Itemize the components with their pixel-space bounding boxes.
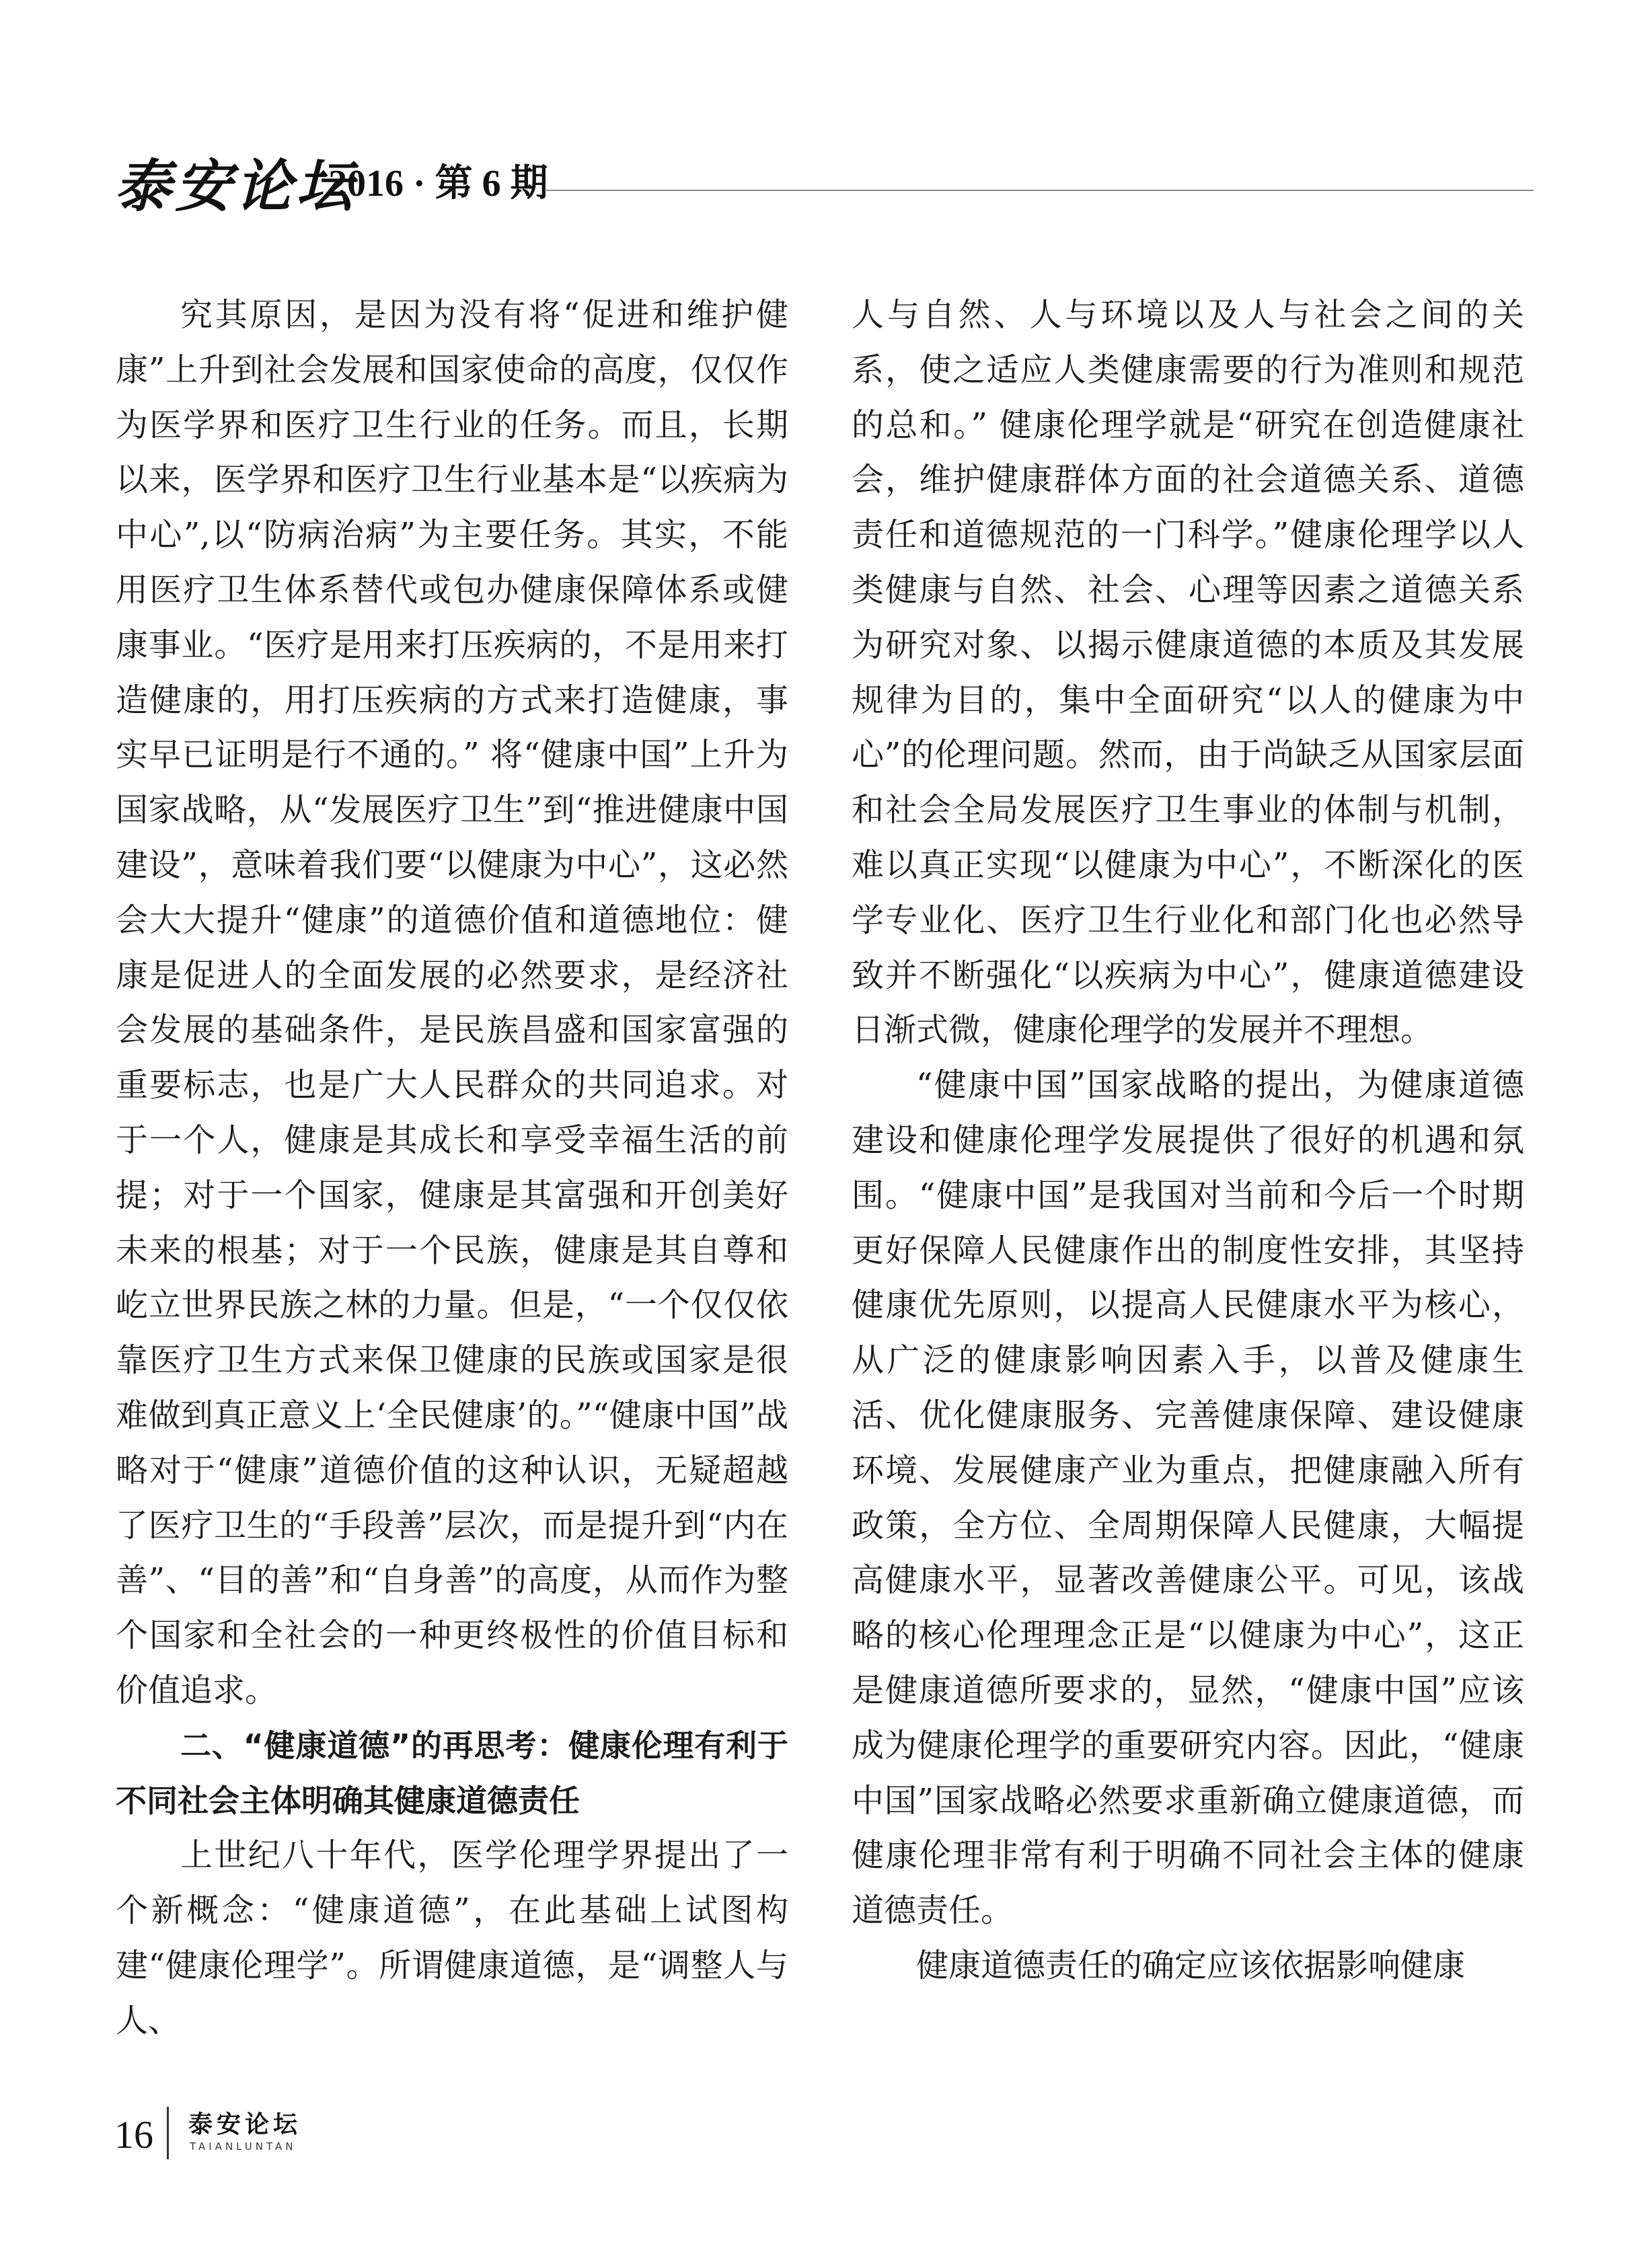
page-header [114, 135, 1534, 219]
paragraph: 上世纪八十年代，医学伦理学界提出了一个新概念：“健康道德”，在此基础上试图构建“健康伦理学”。所谓健康道德，是“调整人与人、 [116, 1836, 788, 2040]
issue-info: 2016 · 第 6 期 [328, 163, 548, 204]
page-footer [114, 2105, 518, 2179]
paragraph: 究其原因，是因为没有将“促进和维护健康”上升到社会发展和国家使命的高度，仅仅作为医学界和医疗卫生行业的任务。而且，长期以来，医学界和医疗卫生行业基本是“以疾病为中心”,以“防病治病”为主要任务。其实，不能用医疗卫生体系替代或包办健康保障体系或健康事业。“医疗是用来打压疾病的，不是用来打造健康的，用打压疾病的方式来打造健康，事实早已证明是行不通的。” 将“健康中国”上升为国家战略，从“发展医疗卫生”到“推进健康中国建设”，意味着我们要“以健康为中心”，这必然会大大提升“健康”的道德价值和道德地位：健康是促进人的全面发展的必然要求，是经济社会发展的基础条件，是民族昌盛和国家富强的重要标志，也是广大人民群众的共同追求。对于一个人，健康是其成长和享受幸福生活的前提；对于一个国家，健康是其富强和开创美好未来的根基；对于一个民族，健康是其自尊和屹立世界民族之林的力量。但是，“一个仅仅依靠医疗卫生方式来保卫健康的民族或国家是很难做到真正意义上‘全民健康’的。”“健康中国”战略对于“健康”道德价值的这种认识，无疑超越了医疗卫生的“手段善”层次，而是提升到“内在善”、“目的善”和“自身善”的高度，从而作为整个国家和全社会的一种更终极性的价值目标和价值追求。 [116, 296, 788, 1709]
footer-journal-pinyin: TAIANLUNTAN [190, 2140, 297, 2153]
header-rule [545, 190, 1534, 191]
footer-journal-name: 泰安论坛 [188, 2111, 302, 2138]
paragraph: 人与自然、人与环境以及人与社会之间的关系，使之适应人类健康需要的行为准则和规范的总和。” 健康伦理学就是“研究在创造健康社会，维护健康群体方面的社会道德关系、道德责任和道德规范的一门科学。”健康伦理学以人类健康与自然、社会、心理等因素之道德关系为研究对象、以揭示健康道德的本质及其发展规律为目的，集中全面研究“以人的健康为中心”的伦理问题。然而，由于尚缺乏从国家层面和社会全局发展医疗卫生事业的体制与机制，难以真正实现“以健康为中心”，不断深化的医学专业化、医疗卫生行业化和部门化也必然导致并不断强化“以疾病为中心”，健康道德建设日渐式微，健康伦理学的发展并不理想。 [852, 296, 1524, 1049]
paragraph: 健康道德责任的确定应该依据影响健康 [916, 1946, 1466, 1984]
page-number: 16 [114, 2113, 153, 2157]
left-column [116, 288, 788, 2049]
journal-logo: 泰安论坛 [114, 153, 357, 219]
section-heading: 二、“健康道德”的再思考：健康伦理有利于不同社会主体明确其健康道德责任 [116, 1727, 788, 1819]
footer-divider [167, 2107, 169, 2159]
paragraph: “健康中国”国家战略的提出，为健康道德建设和健康伦理学发展提供了很好的机遇和氛围。“健康中国”是我国对当前和今后一个时期更好保障人民健康作出的制度性安排，其坚持健康优先原则，以提高人民健康水平为核心，从广泛的健康影响因素入手，以普及健康生活、优化健康服务、完善健康保障、建设健康环境、发展健康产业为重点，把健康融入所有政策，全方位、全周期保障人民健康，大幅提高健康水平，显著改善健康公平。可见，该战略的核心伦理理念正是“以健康为中心”，这正是健康道德所要求的，显然，“健康中国”应该成为健康伦理学的重要研究内容。因此，“健康中国”国家战略必然要求重新确立健康道德，而健康伦理非常有利于明确不同社会主体的健康道德责任。 [852, 1066, 1524, 1930]
right-column [852, 288, 1524, 1994]
